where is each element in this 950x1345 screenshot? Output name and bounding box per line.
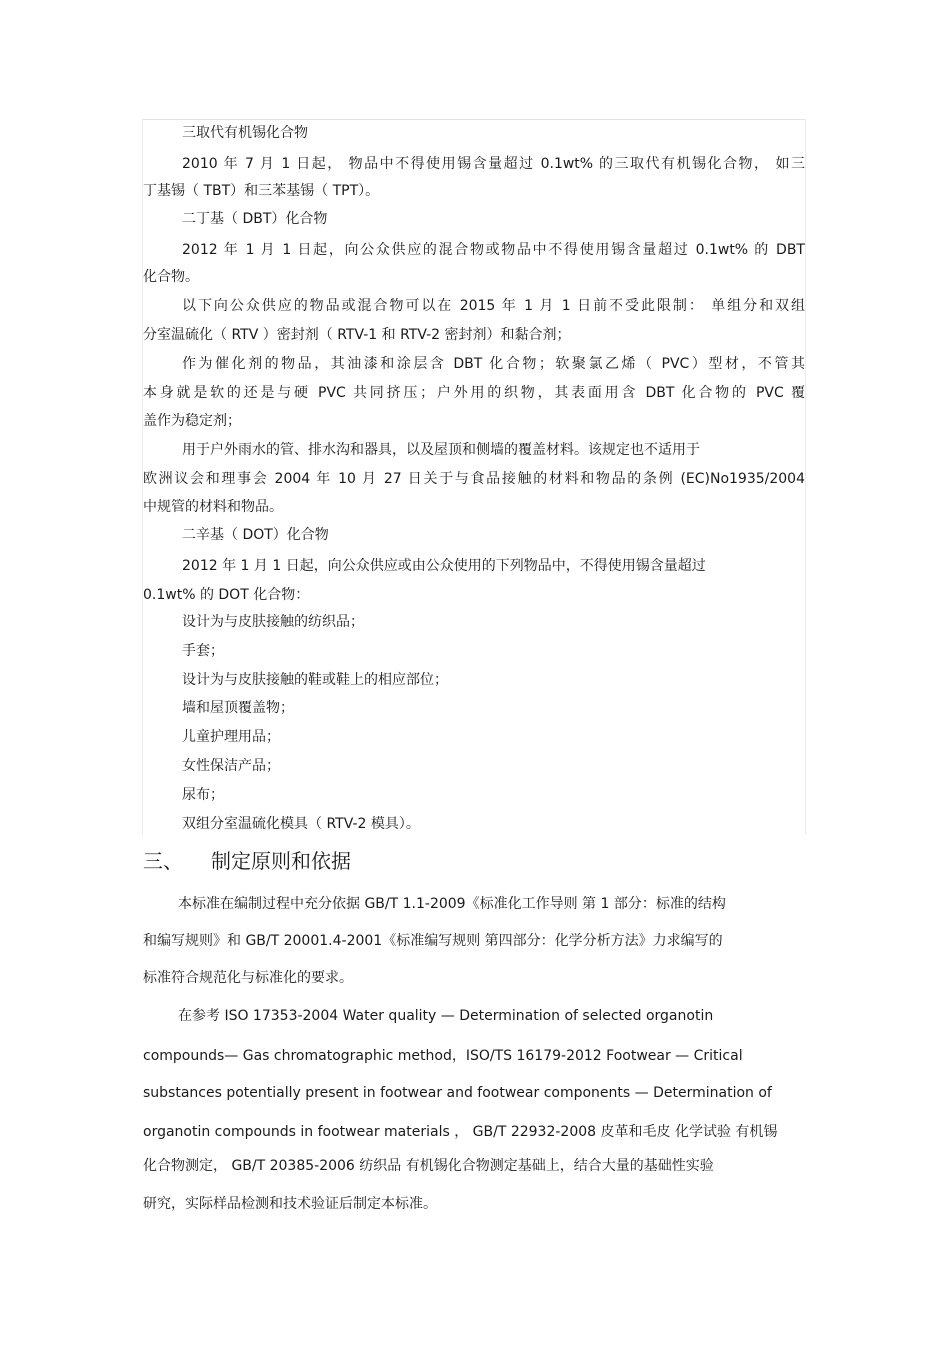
section-title: 制定原则和依据	[211, 849, 351, 873]
text-line: 0.1wt% 的 DOT 化合物：	[143, 587, 310, 603]
text-line: 丁基锡（ TBT）和三苯基锡（ TPT）。	[143, 183, 380, 199]
section-number: 三、	[143, 849, 183, 873]
subheading-tri-organotin: 三取代有机锡化合物	[182, 125, 308, 141]
paragraph-line: 和编写规则》和 GB/T 20001.4-2001《标准编写规则 第四部分：化学分析方法》力求编写的	[143, 933, 723, 949]
text-line: 分室温硫化（ RTV ）密封剂（ RTV-1 和 RTV-2 密封剂）和黏合剂；	[143, 327, 571, 343]
text-line: 化合物。	[143, 269, 199, 285]
paragraph-line: organotin compounds in footwear materials ， GB/T 22932-2008 皮革和毛皮 化学试验 有机锡	[143, 1124, 778, 1140]
paragraph-line: 本标准在编制过程中充分依据 GB/T 1.1-2009《标准化工作导则 第 1 部分：标准的结构	[178, 896, 726, 912]
paragraph-line: compounds— Gas chromatographic method，ISO/TS 16179-2012 Footwear — Critical	[143, 1048, 743, 1064]
list-item: 设计为与皮肤接触的纺织品；	[182, 614, 364, 630]
text-line: 2012 年 1 月 1 日起，向公众供应或由公众使用的下列物品中，不得使用锡含量超过	[182, 558, 706, 574]
paragraph-line: 化合物测定， GB/T 20385-2006 纺织品 有机锡化合物测定基础上，结合大量的基础性实验	[143, 1158, 714, 1174]
text-line: 欧洲议会和理事会 2004 年 10 月 27 日关于与食品接触的材料和物品的条例 (EC)No1935/2004	[143, 471, 805, 487]
text-line: 2010 年 7 月 1 日起， 物品中不得使用锡含量超过 0.1wt% 的三取代有机锡化合物， 如三	[182, 156, 805, 172]
paragraph-line: 在参考 ISO 17353-2004 Water quality — Determination of selected organotin	[178, 1008, 714, 1024]
list-item: 手套；	[182, 643, 224, 659]
text-line: 用于户外雨水的管、排水沟和器具，以及屋顶和侧墙的覆盖材料。该规定也不适用于	[182, 442, 700, 458]
paragraph-line: 标准符合规范化与标准化的要求。	[143, 970, 353, 986]
text-line: 作为催化剂的物品，其油漆和涂层含 DBT 化合物；软聚氯乙烯（ PVC）型材，不管其	[182, 356, 805, 372]
subheading-dot: 二辛基（ DOT）化合物	[182, 527, 329, 543]
paragraph-line: 研究，实际样品检测和技术验证后制定本标准。	[143, 1196, 437, 1212]
list-item: 设计为与皮肤接触的鞋或鞋上的相应部位；	[182, 672, 448, 688]
section-heading	[143, 848, 351, 874]
text-line: 2012 年 1 月 1 日起，向公众供应的混合物或物品中不得使用锡含量超过 0.1wt% 的 DBT	[182, 242, 805, 258]
list-item: 女性保洁产品；	[182, 758, 280, 774]
subheading-dbt: 二丁基（ DBT）化合物	[182, 211, 328, 227]
text-line: 以下向公众供应的物品或混合物可以在 2015 年 1 月 1 日前不受此限制： 单组分和双组	[182, 298, 805, 314]
list-item: 尿布；	[182, 787, 224, 803]
list-item: 儿童护理用品；	[182, 729, 280, 745]
list-item: 墙和屋顶覆盖物；	[182, 700, 294, 716]
text-line: 盖作为稳定剂；	[143, 413, 241, 429]
text-line: 中规管的材料和物品。	[143, 499, 283, 515]
text-line: 本身就是软的还是与硬 PVC 共同挤压；户外用的织物，其表面用含 DBT 化合物的 PVC 覆	[143, 385, 805, 401]
paragraph-line: substances potentially present in footwear and footwear components — Determination of	[143, 1085, 772, 1101]
list-item: 双组分室温硫化模具（ RTV-2 模具）。	[182, 816, 420, 832]
